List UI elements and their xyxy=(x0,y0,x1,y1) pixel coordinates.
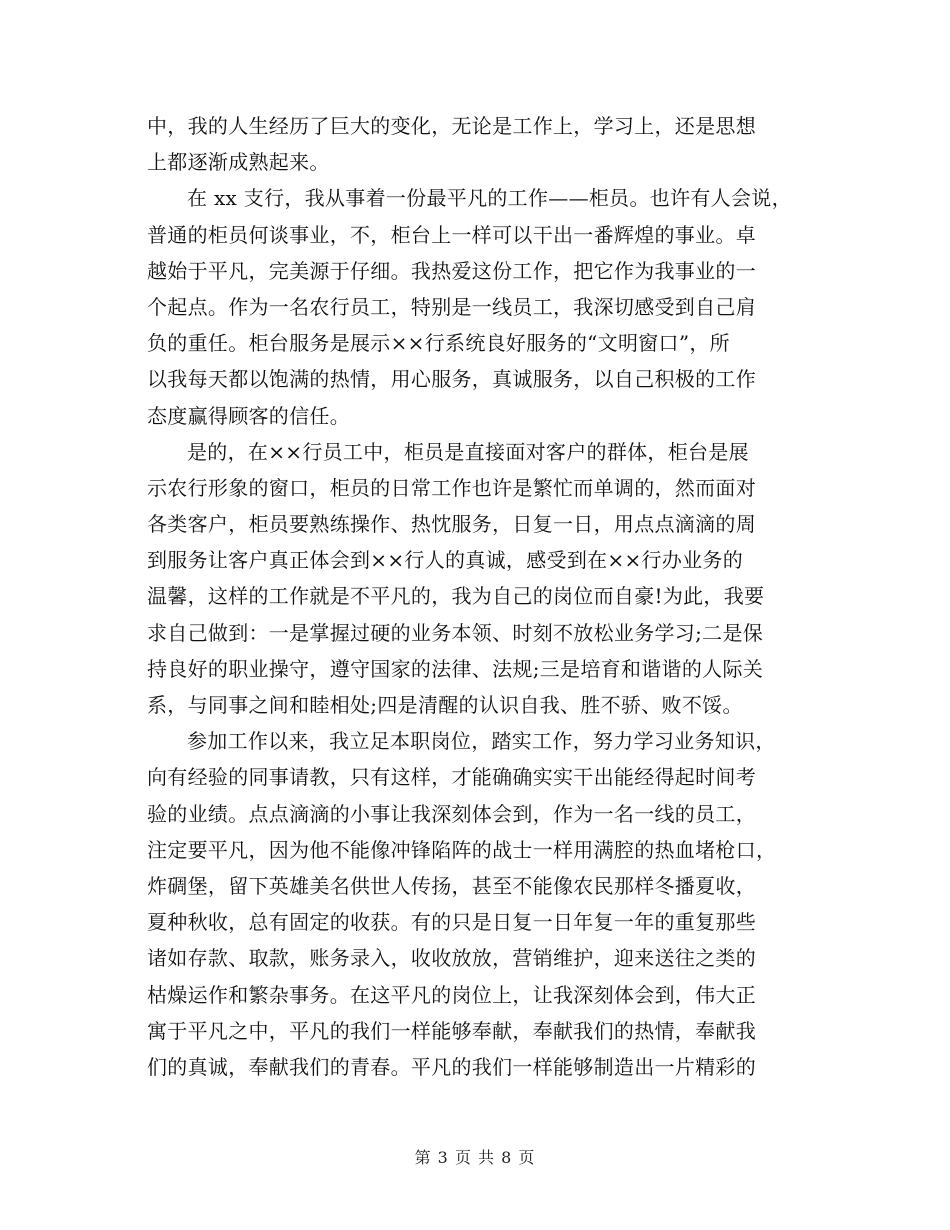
text-line: 夏种秋收，总有固定的收获。有的只是日复一日年复一年的重复那些 xyxy=(147,910,756,935)
text-line: 示农行形象的窗口，柜员的日常工作也许是繁忙而单调的，然而面对 xyxy=(147,475,756,500)
paragraph-start: 是的，在××行员工中，柜员是直接面对客户的群体，柜台是展 xyxy=(187,439,749,464)
document-body xyxy=(147,108,827,1085)
text-line: 向有经验的同事请教，只有这样，才能确确实实干出能经得起时间考 xyxy=(147,765,756,790)
text-line: 寓于平凡之中，平凡的我们一样能够奉献，奉献我们的热情，奉献我 xyxy=(147,1018,756,1043)
text-line: 态度赢得顾客的信任。 xyxy=(147,403,350,428)
paragraph-start: 参加工作以来，我立足本职岗位，踏实工作，努力学习业务知识， xyxy=(187,729,776,754)
text-line: 到服务让客户真正体会到××行人的真诚，感受到在××行办业务的 xyxy=(147,548,744,573)
text-line: 炸碉堡，留下英雄美名供世人传扬，甚至不能像农民那样冬播夏收， xyxy=(147,873,756,898)
text-line: 以我每天都以饱满的热情，用心服务，真诚服务，以自己积极的工作 xyxy=(147,367,756,392)
paragraph-start: 在 xx 支行，我从事着一份最平凡的工作——柜员。也许有人会说， xyxy=(187,186,792,211)
text-line: 验的业绩。点点滴滴的小事让我深刻体会到，作为一名一线的员工， xyxy=(147,801,756,826)
text-line: 普通的柜员何谈事业，不，柜台上一样可以干出一番辉煌的事业。卓 xyxy=(147,222,756,247)
page-number-footer: 第 3 页 共 8 页 xyxy=(414,1148,536,1167)
text-line: 温馨，这样的工作就是不平凡的，我为自己的岗位而自豪!为此，我要 xyxy=(147,584,765,609)
text-line: 们的真诚，奉献我们的青春。平凡的我们一样能够制造出一片精彩的 xyxy=(147,1054,756,1079)
text-line: 负的重任。柜台服务是展示××行系统良好服务的“文明窗口”，所 xyxy=(147,331,730,356)
text-line: 枯燥运作和繁杂事务。在这平凡的岗位上，让我深刻体会到，伟大正 xyxy=(147,982,756,1007)
text-line: 中，我的人生经历了巨大的变化，无论是工作上，学习上，还是思想 xyxy=(147,114,756,138)
text-line: 求自己做到：一是掌握过硬的业务本领、时刻不放松业务学习;二是保 xyxy=(147,620,764,645)
text-line: 注定要平凡，因为他不能像冲锋陷阵的战士一样用满腔的热血堵枪口， xyxy=(147,837,777,862)
text-line: 上都逐渐成熟起来。 xyxy=(147,150,330,175)
text-line: 各类客户，柜员要熟练操作、热忱服务，日复一日，用点点滴滴的周 xyxy=(147,512,756,537)
text-line: 越始于平凡，完美源于仔细。我热爱这份工作，把它作为我事业的一 xyxy=(147,258,756,283)
text-line: 个起点。作为一名农行员工，特别是一线员工，我深切感受到自己肩 xyxy=(147,294,756,319)
text-line: 系，与同事之间和睦相处;四是清醒的认识自我、胜不骄、败不馁。 xyxy=(147,693,743,717)
text-line: 诸如存款、取款，账务录入，收收放放，营销维护，迎来送往之类的 xyxy=(147,946,756,971)
text-line: 持良好的职业操守，遵守国家的法律、法规;三是培育和谐谐的人际关 xyxy=(147,656,764,681)
